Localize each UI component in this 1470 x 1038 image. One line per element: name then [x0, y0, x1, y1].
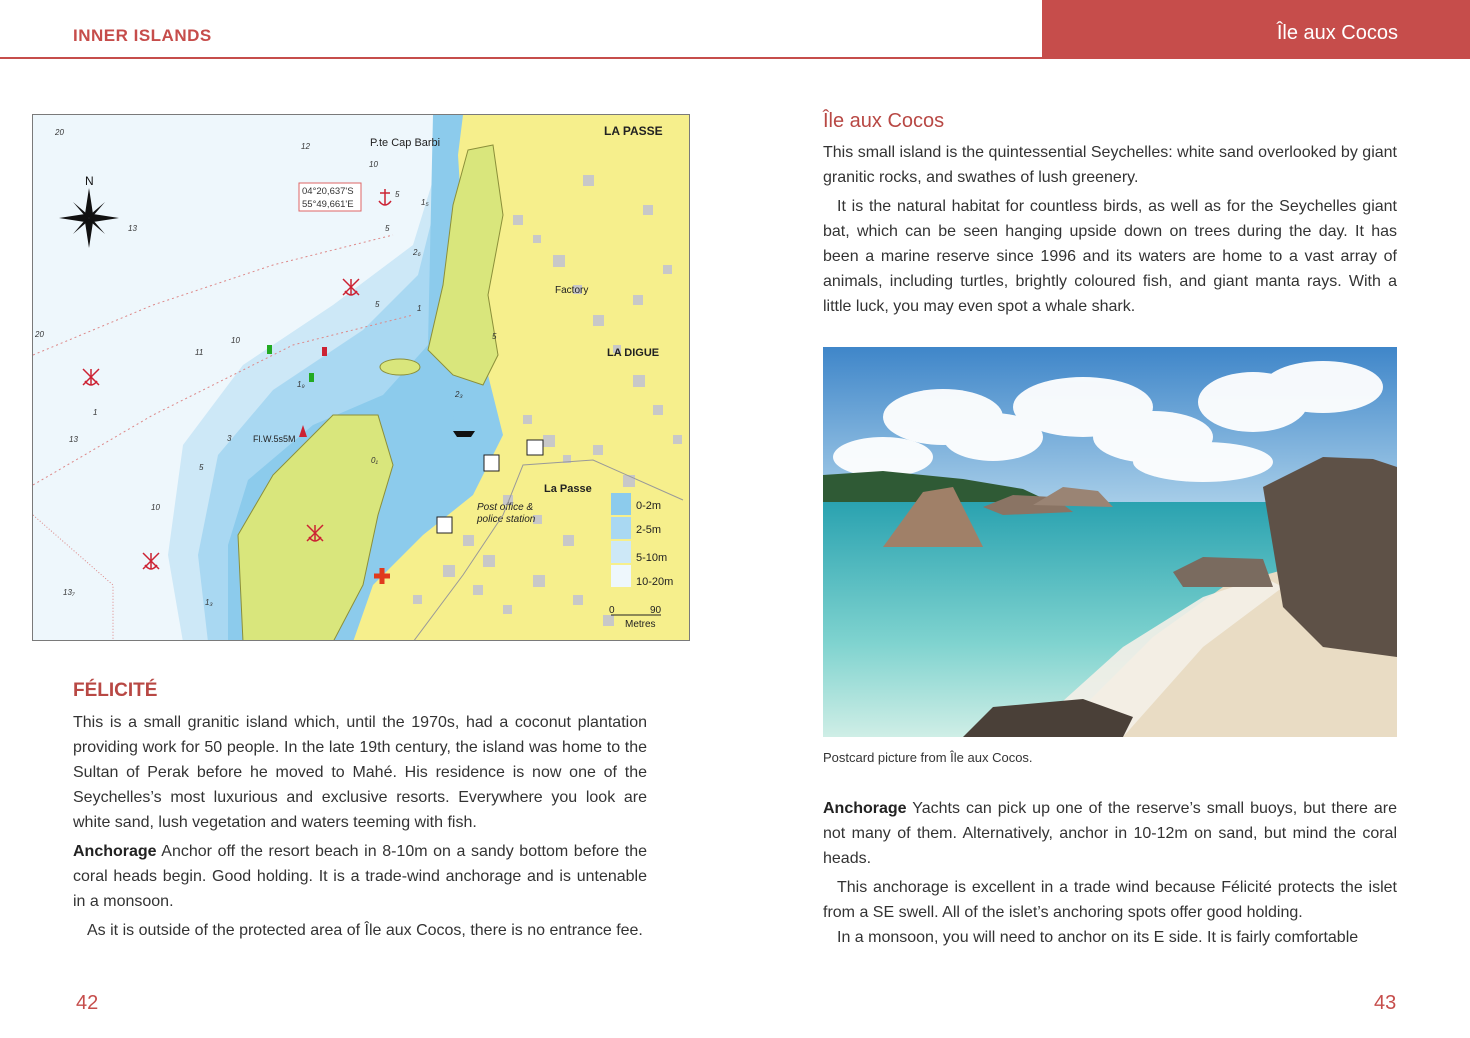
page-number-right: 43	[1374, 992, 1397, 1014]
sounding: 20	[35, 330, 44, 339]
running-head-left: INNER ISLANDS	[73, 26, 212, 45]
sounding: 1₃	[205, 598, 213, 607]
sounding: 2₆	[413, 248, 421, 257]
sounding: 11	[195, 348, 204, 357]
label-post-office-1: Post office &	[477, 502, 534, 513]
sounding: 1₉	[297, 380, 305, 389]
felicite-paragraph: This is a small granitic island which, until the 1970s, had a coconut plantation providing work for 50 people. In the late 19th century, the island was home to the Sultan of Perak before he moved to Mahé. His residence is now one of the Seychelles’s most luxurious and exclusive resorts. Everywhere you look are white sand, lush vegetation and waters teeming with fish.	[73, 714, 647, 831]
right-column-intro	[823, 140, 1397, 323]
sounding: 13₇	[63, 588, 75, 597]
cocos-paragraph-5: In a monsoon, you will need to anchor on its E side. It is fairly comfortable	[837, 929, 1359, 946]
cocos-anchorage	[823, 796, 1397, 871]
sounding: 12	[301, 142, 310, 151]
legend-5-10m: 5-10m	[636, 552, 668, 564]
legend-0-2m: 0-2m	[636, 500, 662, 512]
sounding: 10	[231, 336, 240, 345]
label-la-digue: LA DIGUE	[607, 347, 660, 359]
felicite-fee-paragraph: As it is outside of the protected area of Île aux Cocos, there is no entrance fee.	[87, 922, 643, 939]
legend-10-20m: 10-20m	[636, 576, 674, 588]
cocos-paragraph-2: It is the natural habitat for countless birds, as well as for the Seychelles giant bat, which can be seen hanging upside down on trees during the day. It has been a marine reserve since 1996 and its waters are home to a vast array of animals, including turtles, brightly coloured fish, and giant manta rays. With a little luck, you may even spot a whale shark.	[823, 198, 1397, 315]
sounding: 5	[385, 224, 390, 233]
sounding: 10	[369, 160, 378, 169]
photo-caption: Postcard picture from Île aux Cocos.	[823, 750, 1033, 765]
anchorage-text: Yachts can pick up one of the reserve’s small buoys, but there are not many of them. Alternatively, anchor in 10-12m on sand, but mind the coral heads.	[823, 800, 1397, 867]
anchorage-label: Anchorage	[823, 800, 907, 817]
label-factory: Factory	[555, 285, 589, 296]
label-point: P.te Cap Barbi	[370, 137, 441, 149]
sounding: 5	[395, 190, 400, 199]
sounding: 5	[492, 332, 497, 341]
section-title-ile-aux-cocos: Île aux Cocos	[823, 110, 945, 132]
coord-lon: 55°49,661'E	[302, 199, 354, 210]
scale-start: 0	[609, 605, 615, 616]
right-column-anchorage	[823, 796, 1397, 954]
sounding: 1	[93, 408, 98, 417]
sounding: 2₃	[455, 390, 463, 399]
legend-2-5m: 2-5m	[636, 524, 662, 536]
section-title-felicite: FÉLICITÉ	[73, 680, 158, 701]
restaurant-icon	[484, 455, 499, 471]
buoy-icon	[309, 373, 314, 382]
label-la-passe-caps: LA PASSE	[604, 124, 663, 138]
postcard-photo	[823, 347, 1397, 737]
scale-unit: Metres	[625, 619, 656, 630]
buoy-icon	[267, 345, 272, 354]
sounding: 13	[128, 224, 137, 233]
sounding: 0₁	[371, 456, 378, 465]
coord-lat: 04°20,637'S	[302, 186, 354, 197]
running-head-right: Île aux Cocos	[1276, 22, 1398, 44]
felicite-anchorage	[73, 839, 647, 914]
label-light: Fl.W.5s5M	[253, 434, 296, 444]
sounding: 10	[151, 503, 160, 512]
label-post-office-2: police station	[477, 514, 536, 525]
scale-end: 90	[650, 605, 662, 616]
cocos-paragraph-1: This small island is the quintessential Seychelles: white sand overlooked by giant granitic rocks, and swathes of lush greenery.	[823, 144, 1397, 186]
north-label: N	[85, 174, 94, 188]
label-la-passe: La Passe	[544, 483, 592, 495]
sounding: 3	[227, 434, 232, 443]
chart-svg	[33, 115, 690, 641]
anchorage-text: Anchor off the resort beach in 8-10m on a sandy bottom before the coral heads begin. Good holding. It is a trade-wind anchorage and is untenable in a monsoon.	[73, 843, 647, 910]
sounding: 20	[55, 128, 64, 137]
sounding: 1₅	[421, 198, 429, 207]
cocos-paragraph-4: This anchorage is excellent in a trade wind because Félicité protects the islet from a SE swell. All of the islet’s anchoring spots offer good holding.	[823, 879, 1397, 921]
anchorage-label: Anchorage	[73, 843, 157, 860]
nautical-chart	[32, 114, 690, 641]
sounding: 5	[199, 463, 204, 472]
restaurant-icon	[437, 517, 452, 533]
page-number-left: 42	[76, 992, 99, 1014]
left-column	[73, 710, 647, 947]
chapter-tab	[1042, 0, 1470, 58]
buoy-icon	[322, 347, 327, 356]
sounding: 5	[375, 300, 380, 309]
sounding: 13	[69, 435, 78, 444]
sounding: 1	[417, 304, 422, 313]
shop-icon	[527, 440, 543, 455]
